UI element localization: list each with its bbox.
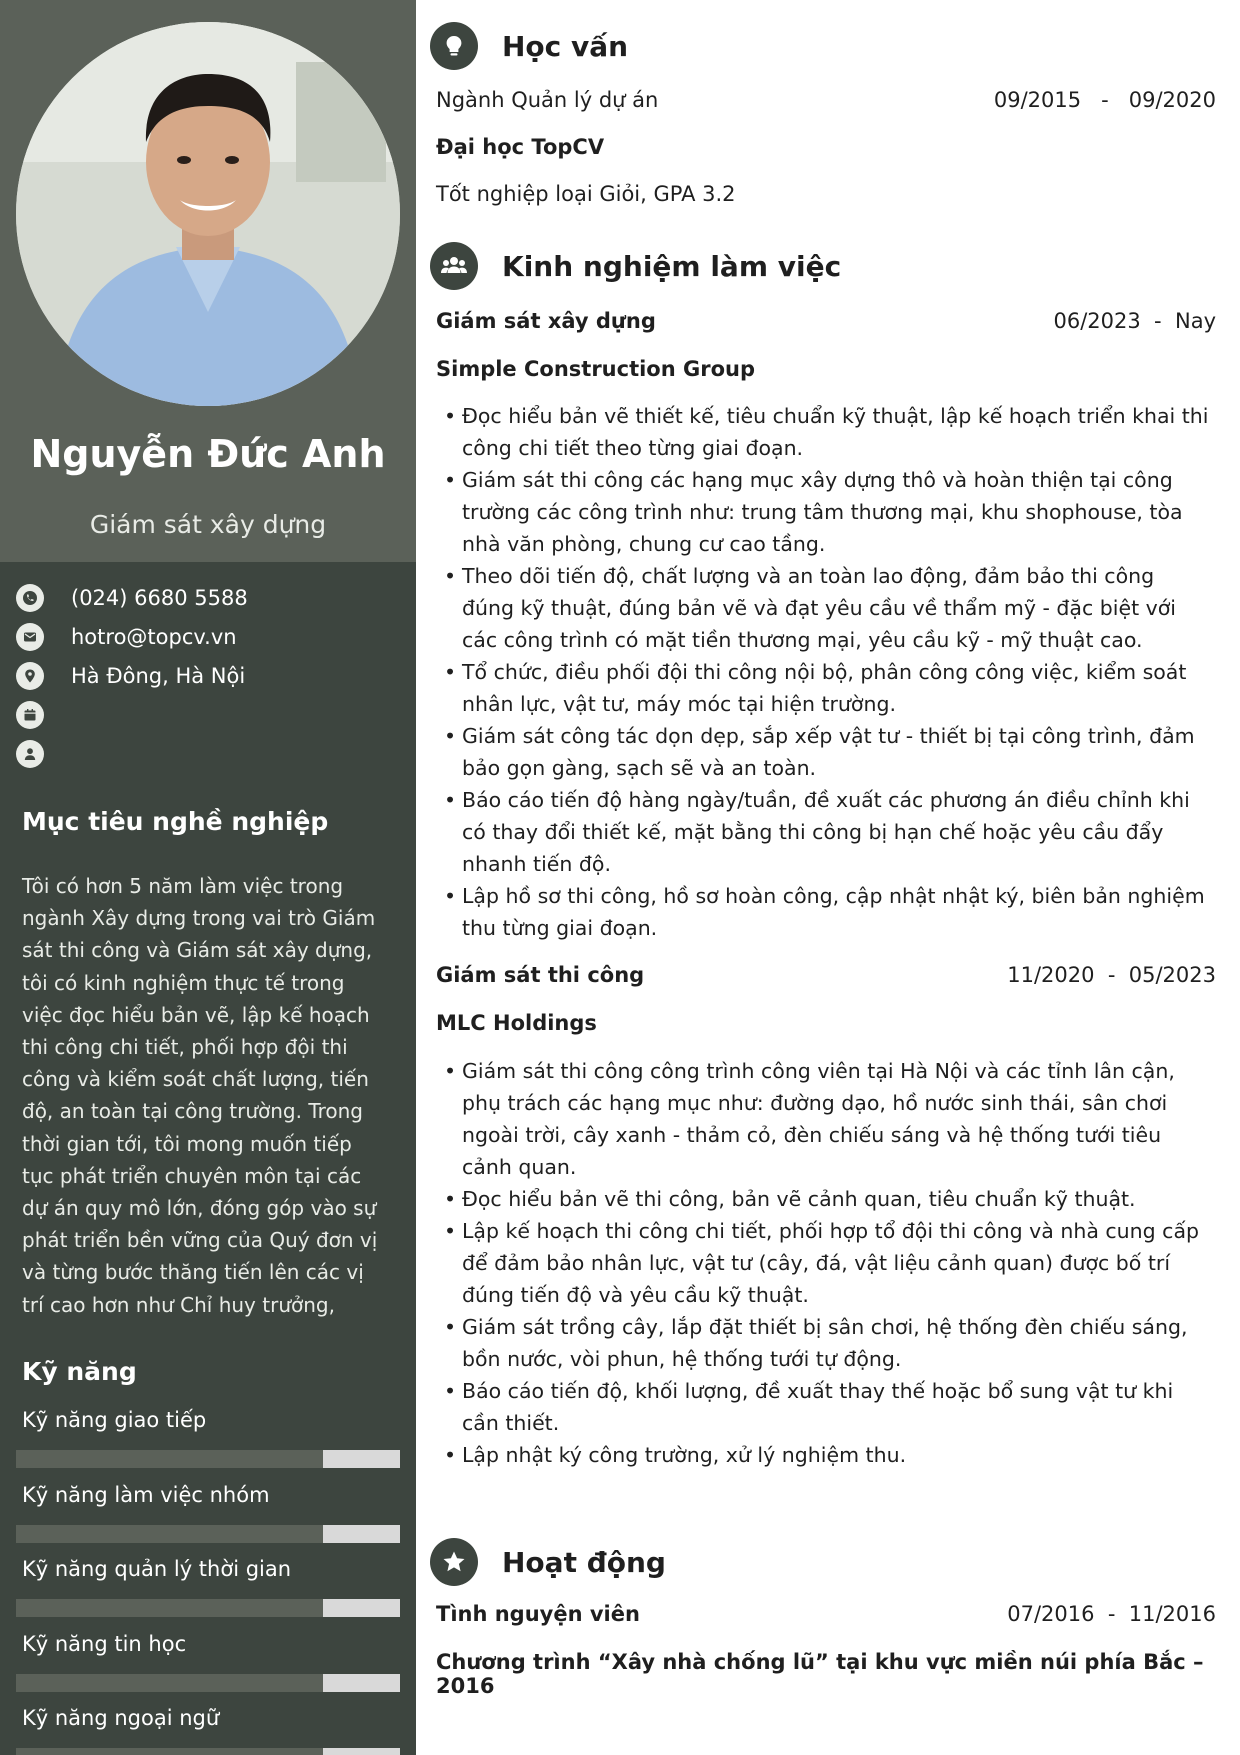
duty-line: • Lập hồ sơ thi công, hồ sơ hoàn công, cập nhật nhật ký, biên bản nghiệm (462, 884, 1205, 908)
skill-bar-fill (16, 1525, 323, 1543)
contact-address-text: Hà Đông, Hà Nội (71, 663, 246, 688)
activities-section-header (430, 1538, 666, 1586)
skill-label: Kỹ năng quản lý thời gian (22, 1557, 292, 1581)
skill-item (16, 1706, 400, 1755)
skill-bar (16, 1525, 400, 1543)
duty-line: ngoài trời, cây xanh - thảm cỏ, đèn chiếu sáng và hệ thống tưới tiêu (462, 1123, 1162, 1147)
objective-line: Tôi có hơn 5 năm làm việc trong (22, 874, 344, 898)
skill-label: Kỹ năng tin học (22, 1631, 187, 1656)
objective-heading: Mục tiêu nghề nghiệp (22, 807, 329, 836)
education-date-start: 09/2015 (993, 88, 1082, 112)
duty-line: để đảm bảo nhân lực, vật tư (cây, đá, vật liệu cảnh quan) được bố trí (462, 1251, 1171, 1275)
skill-item (16, 1408, 400, 1483)
candidate-title: Giám sát xây dựng (89, 510, 327, 539)
duty-line: • Đọc hiểu bản vẽ thi công, bản vẽ cảnh quan, tiêu chuẩn kỹ thuật. (462, 1187, 1136, 1211)
duty-line: • Giám sát thi công công trình công viên tại Hà Nội và các tỉnh lân cận, (462, 1059, 1175, 1083)
duty-line: trường các công trình như: trung tâm thương mại, khu shophouse, tòa (462, 500, 1183, 524)
duty-line: công chi tiết theo từng giai đoạn. (462, 436, 804, 460)
duty-line: đúng tiến độ và yêu cầu kỹ thuật. (462, 1283, 809, 1307)
skill-bar (16, 1599, 400, 1617)
duty-item (436, 1439, 1224, 1471)
activity-dates: 07/2016 - 11/2016 (1007, 1602, 1216, 1626)
job-position: Giám sát thi công (436, 963, 645, 987)
objective-line: trí cao hơn như Chỉ huy trưởng, (22, 1292, 335, 1317)
objective-line: độ, an toàn tại công trường. Trong (22, 1099, 364, 1124)
activity-role: Tình nguyện viên (436, 1602, 640, 1626)
objective-line: và từng bước thăng tiến lên các vị (22, 1260, 364, 1285)
education-date-end: 09/2020 (1128, 88, 1216, 112)
duty-line: bồn nước, vòi phun, hệ thống tưới tự động. (462, 1347, 902, 1371)
profile-header (0, 0, 416, 562)
email-icon (16, 623, 44, 651)
job-company: Simple Construction Group (436, 357, 755, 381)
duty-line: đúng kỹ thuật, đúng bản vẽ và đạt yêu cầu về thẩm mỹ - đặc biệt với (462, 596, 1176, 620)
contact-phone (16, 578, 400, 617)
experience-section-header (430, 242, 841, 290)
skill-item (16, 1557, 400, 1632)
skill-label: Kỹ năng ngoại ngữ (22, 1706, 220, 1730)
duty-item (436, 400, 1224, 464)
job-position: Giám sát xây dựng (436, 309, 656, 333)
duty-line: phụ trách các hạng mục như: đường dạo, hồ nước sinh thái, sân chơi (462, 1091, 1168, 1115)
duty-line: cần thiết. (462, 1411, 560, 1435)
duty-item (436, 1055, 1224, 1183)
candidate-name: Nguyễn Đức Anh (30, 432, 386, 476)
education-note: Tốt nghiệp loại Giỏi, GPA 3.2 (436, 182, 736, 206)
contact-address (16, 656, 400, 695)
duty-line: • Đọc hiểu bản vẽ thiết kế, tiêu chuẩn kỹ thuật, lập kế hoạch triển khai thi (462, 404, 1209, 428)
avatar (16, 22, 400, 406)
duty-line: • Tổ chức, điều phối đội thi công nội bộ, phân công công việc, kiểm soát (462, 660, 1187, 684)
contact-list (16, 578, 400, 773)
duty-line: thu từng giai đoạn. (462, 916, 658, 940)
duty-line: nhà văn phòng, chung cư cao tầng. (462, 532, 826, 556)
skill-item (16, 1632, 400, 1707)
contact-email-text: hotro@topcv.vn (71, 624, 237, 649)
job-row (436, 963, 1216, 987)
star-icon (430, 1538, 478, 1586)
duty-line: bảo gọn gàng, sạch sẽ và an toàn. (462, 756, 817, 780)
duty-line: • Báo cáo tiến độ hàng ngày/tuần, đề xuất các phương án điều chỉnh khi (462, 788, 1190, 812)
duty-line: nhanh tiến độ. (462, 852, 611, 876)
duty-line: nhân lực, vật tư, máy móc tại hiện trường. (462, 692, 896, 716)
education-major: Ngành Quản lý dự án (436, 88, 659, 112)
duty-line: • Lập nhật ký công trường, xử lý nghiệm thu. (462, 1443, 907, 1467)
activities-heading: Hoạt động (502, 1545, 666, 1579)
job-company: MLC Holdings (436, 1011, 597, 1035)
sidebar (0, 0, 416, 1755)
education-major-row (436, 88, 1216, 112)
duty-item (436, 1375, 1224, 1439)
duty-item (436, 720, 1224, 784)
objective-line: phát triển bền vững của Quý đơn vị (22, 1228, 378, 1253)
education-date-separator: - (1101, 88, 1109, 112)
skill-label: Kỹ năng giao tiếp (22, 1408, 207, 1432)
objective-line: việc đọc hiểu bản vẽ, lập kế hoạch (22, 1002, 370, 1027)
duty-line: cảnh quan. (462, 1155, 577, 1179)
education-heading: Học vấn (502, 29, 629, 63)
objective-line: dự án quy mô lớn, đóng góp vào sự (22, 1196, 377, 1221)
skill-bar-fill (16, 1599, 323, 1617)
objective-text (22, 870, 392, 1321)
duty-line: • Giám sát công tác dọn dẹp, sắp xếp vật tư - thiết bị tại công trình, đảm (462, 724, 1195, 748)
skill-bar (16, 1450, 400, 1468)
objective-line: tôi có kinh nghiệm thực tế trong (22, 970, 345, 995)
skills-heading: Kỹ năng (22, 1357, 137, 1386)
education-dates (994, 88, 1216, 112)
experience-heading: Kinh nghiệm làm việc (502, 249, 842, 283)
skill-bar-fill (16, 1748, 323, 1755)
duty-line: • Lập kế hoạch thi công chi tiết, phối hợp tổ đội thi công và nhà cung cấp (462, 1219, 1200, 1243)
education-section-header (430, 22, 628, 70)
calendar-icon (16, 701, 44, 729)
skills-list (16, 1408, 400, 1755)
person-icon (16, 740, 44, 768)
duty-line: • Giám sát thi công các hạng mục xây dựng thô và hoàn thiện tại công (462, 468, 1173, 492)
job-duties (436, 1055, 1224, 1471)
location-icon (16, 662, 44, 690)
skill-bar (16, 1748, 400, 1755)
duty-item (436, 560, 1224, 656)
contact-gender (16, 734, 400, 773)
job-dates: 06/2023 - Nay (1053, 309, 1216, 333)
contact-phone-text: (024) 6680 5588 (71, 585, 248, 610)
objective-line: ngành Xây dựng trong vai trò Giám (22, 906, 376, 931)
objective-line: thời gian tới, tôi mong muốn tiếp (22, 1131, 352, 1156)
activity-row (436, 1602, 1216, 1626)
skill-item (16, 1483, 400, 1558)
objective-line: tục phát triển chuyên môn tại các (22, 1163, 362, 1188)
duty-item (436, 656, 1224, 720)
objective-line: công và kiểm soát chất lượng, tiến (22, 1067, 369, 1092)
duty-item (436, 1183, 1224, 1215)
job-dates: 11/2020 - 05/2023 (1007, 963, 1216, 987)
skill-bar-fill (16, 1674, 323, 1692)
objective-line: sát thi công và Giám sát xây dựng, (22, 938, 373, 963)
duty-line: • Giám sát trồng cây, lắp đặt thiết bị sân chơi, hệ thống đèn chiếu sáng, (462, 1315, 1188, 1339)
skill-label: Kỹ năng làm việc nhóm (22, 1482, 270, 1507)
phone-icon (16, 584, 44, 612)
duty-item (436, 880, 1224, 944)
duty-item (436, 464, 1224, 560)
contact-birthday (16, 695, 400, 734)
contact-email (16, 617, 400, 656)
duty-item (436, 784, 1224, 880)
activity-description: Chương trình “Xây nhà chống lũ” tại khu vực miền núi phía Bắc – 2016 (436, 1650, 1204, 1698)
objective-line: thi công chi tiết, phối hợp đội thi (22, 1035, 348, 1060)
duty-item (436, 1215, 1224, 1311)
job-row (436, 309, 1216, 333)
job-duties (436, 400, 1224, 944)
duty-line: • Báo cáo tiến độ, khối lượng, đề xuất thay thế hoặc bổ sung vật tư khi (462, 1379, 1174, 1403)
duty-line: các công trình có mặt tiền thương mại, yêu cầu kỹ - mỹ thuật cao. (462, 628, 1143, 652)
duty-line: • Theo dõi tiến độ, chất lượng và an toàn lao động, đảm bảo thi công (462, 564, 1155, 588)
team-icon (430, 242, 478, 290)
lightbulb-icon (430, 22, 478, 70)
education-school: Đại học TopCV (436, 135, 605, 159)
skill-bar-fill (16, 1450, 323, 1468)
skill-bar (16, 1674, 400, 1692)
duty-line: có thay đổi thiết kế, mặt bằng thi công bị hạn chế hoặc yêu cầu đẩy (462, 820, 1164, 844)
duty-item (436, 1311, 1224, 1375)
